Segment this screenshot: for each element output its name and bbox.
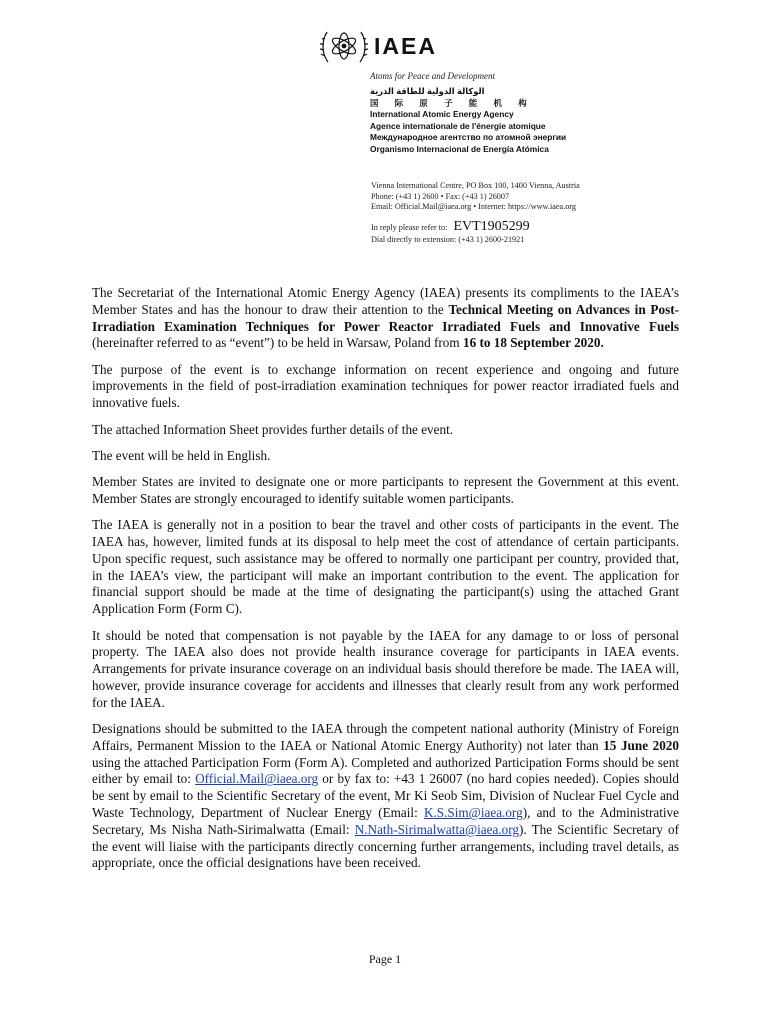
iaea-logo	[318, 22, 658, 70]
atom-laurel-icon	[318, 22, 370, 70]
reply-reference	[371, 219, 530, 235]
paragraph: The IAEA is generally not in a position to bear the travel and other costs of participants in the event. The IAEA has, however, limited funds at its disposal to help meet the cost of attendance of certain participants. Upon specific request, such assistance may be offered to normally one participant per country, provided that, in the IAEA’s view, the participant will make an important contribution to the event. The application for financial support should be made at the time of designating the participant(s) using the attached Grant Application Form (Form C).	[92, 517, 679, 617]
paragraph: Member States are invited to designate one or more participants to represent the Government at this event. Member States are strongly encouraged to identify suitable women participants.	[92, 474, 679, 506]
letterhead	[318, 22, 658, 154]
logo-wordmark: IAEA	[374, 32, 437, 59]
name-english: International Atomic Energy Agency	[370, 109, 514, 120]
page-number: Page 1	[368, 952, 402, 966]
name-spanish: Organismo Internacional de Energía Atómica	[370, 143, 549, 154]
administrative-secretary-email-link[interactable]: N.Nath-Sirimalwatta@iaea.org	[354, 821, 519, 837]
letter-body	[92, 285, 679, 882]
paragraph: The event will be held in English.	[92, 447, 271, 463]
official-mail-link[interactable]: Official.Mail@iaea.org	[195, 771, 319, 787]
paragraph: The Secretariat of the International Atomic Energy Agency (IAEA) presents its compliments to the IAEA’s Member States and has the honour to draw their attention to the Technical Meeting on Advances in Post-Irradiation Examination Techniques for Power Reactor Irradiated Fuels and Innovative Fuels (hereinafter referred to as “event”) to be held in Warsaw, Poland from 16 to 18 September 2020.	[92, 285, 679, 351]
paragraph: The attached Information Sheet provides further details of the event.	[92, 421, 454, 437]
email-internet: Email: Official.Mail@iaea.org • Internet: https://www.iaea.org	[371, 202, 576, 211]
name-arabic: الوكالة الدولية للطاقة الذرية	[370, 86, 485, 96]
deadline: 15 June 2020	[603, 737, 679, 753]
reference-number: EVT1905299	[453, 219, 530, 234]
paragraph: It should be noted that compensation is not payable by the IAEA for any damage to or loss of personal property. The IAEA also does not provide health insurance coverage for participants in IAEA events. Arrangements for private insurance coverage on an individual basis should therefore be made. The IAEA will, however, provide insurance coverage for accidents and illnesses that clearly result from any work performed for the IAEA.	[92, 627, 679, 710]
org-names	[370, 86, 566, 156]
scientific-secretary-email-link[interactable]: K.S.Sim@iaea.org	[423, 805, 523, 821]
phone-fax: Phone: (+43 1) 2600 • Fax: (+43 1) 26007	[371, 191, 510, 201]
paragraph: Designations should be submitted to the IAEA through the competent national authority (Ministry of Foreign Affairs, Permanent Mission to the IAEA or National Atomic Energy Authority) not later than 15 June 2020 using the attached Participation Form (Form A). Completed and authorized Participation Forms should be sent either by email to: Official.Mail@iaea.org or by fax to: +43 1 26007 (no hard copies needed). Copies should be sent by email to the Scientific Secretary of the event, Mr Ki Seob Sim, Division of Nuclear Fuel Cycle and Waste Technology, Department of Nuclear Energy (Email: K.S.Sim@iaea.org), and to the Administrative Secretary, Ms Nisha Nath-Sirimalwatta (Email: N.Nath-Sirimalwatta@iaea.org). The Scientific Secretary of the event will liaise with the participants directly concerning further arrangements, including travel details, as appropriate, once the official designations have been received.	[92, 721, 680, 871]
event-title: Technical Meeting on Advances in Post-Irradiation Examination Techniques for Power Reactor Irradiated Fuels and Innovative Fuels	[92, 301, 679, 334]
address: Vienna International Centre, PO Box 100, 1400 Vienna, Austria	[371, 181, 580, 190]
tagline: Atoms for Peace and Development	[370, 71, 495, 81]
reply-label: In reply please refer to:	[371, 223, 448, 232]
paragraph: The purpose of the event is to exchange information on recent experience and ongoing and future improvements in the field of post-irradiation examination techniques for power reactor irradiated fuels and innovative fuels.	[92, 361, 679, 411]
contact-block	[371, 181, 580, 213]
dial-extension: Dial directly to extension: (+43 1) 2600-21921	[371, 235, 525, 244]
name-russian: Международное агентство по атомной энергии	[370, 132, 567, 143]
name-chinese: 国 际 原 子 能 机 构	[370, 97, 534, 108]
event-dates: 16 to 18 September 2020.	[462, 335, 604, 351]
name-french: Agence internationale de l'énergie atomique	[370, 120, 546, 131]
